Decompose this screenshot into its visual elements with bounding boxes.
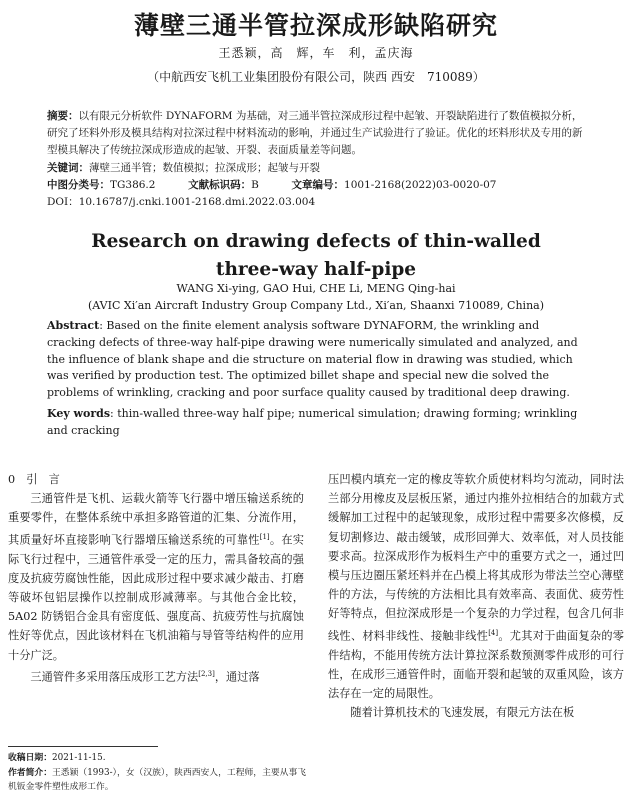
right-paragraph-1 xyxy=(328,470,624,703)
doi-label: DOI： xyxy=(47,196,79,208)
cn-title: 薄壁三通半管拉深成形缺陷研究 xyxy=(133,11,498,40)
right-p1-text-a: 压凹模内填充一定的橡皮等软介质使材料均匀流动，同时法兰部分用橡皮及层板压紧，通过内推外拉相结合的加载方式缓解加工过程中的起皱现象，成形过程中需要多次修模，反复切割修边、敲击缓皱，成形回弹大、效率低，对人员技能要求高。拉深成形作为板料生产中的重要方式之一，通过凹模与压边圈压紧坯料并在凸模上将其成形为带法兰空心薄壁件的方法，与传统的方法相比具有效率高、表面优、疲劳性好等特点，但拉深成形是一个复杂的力学过程，包含几何非线性、材料非线性、接触非线性 xyxy=(328,473,624,643)
en-keywords-text: : thin-walled three-way half pipe; numerical simulation; drawing forming; wrinkling and cracking xyxy=(47,407,578,437)
cn-classification-row xyxy=(47,177,591,194)
en-abstract-label: Abstract xyxy=(47,319,100,332)
en-title-line1: Research on drawing defects of thin-walled xyxy=(91,231,541,252)
para2-text-b: ，通过落 xyxy=(214,670,260,684)
citation-1: [1] xyxy=(259,532,270,541)
en-keywords xyxy=(47,406,591,440)
cn-keywords xyxy=(47,160,591,177)
doc-code-label: 文献标识码： xyxy=(188,179,252,191)
para2-text-a: 三通管件多采用落压成形工艺方法 xyxy=(30,670,199,684)
footnote-divider xyxy=(8,746,158,747)
citation-2: [2,3] xyxy=(198,669,215,678)
intro-paragraph-1 xyxy=(8,489,304,665)
clc-value: TG386.2 xyxy=(110,179,156,191)
author-bio-label: 作者简介： xyxy=(8,768,52,778)
right-column xyxy=(328,470,624,722)
clc-label: 中图分类号： xyxy=(47,179,110,191)
citation-3: [4] xyxy=(488,628,499,637)
en-title xyxy=(0,228,632,284)
right-paragraph-2: 随着计算机技术的飞速发展，有限元方法在板 xyxy=(350,706,575,720)
right-p1-text-b: 。尤其对于曲面复杂的零件结构，不能用传统方法计算拉深系数预测零件成形的可行性，在成形三通管件时，面临开裂和起皱的双重风险，该方法存在一定的局限性。 xyxy=(328,629,624,700)
cn-abstract xyxy=(47,108,591,159)
en-affiliation: (AVIC Xi′an Aircraft Industry Group Company Ltd., Xi′an, Shaanxi 710089, China) xyxy=(87,299,545,312)
en-authors: WANG Xi-ying, GAO Hui, CHE Li, MENG Qing-hai xyxy=(176,282,456,295)
cn-abstract-label: 摘要： xyxy=(47,110,79,122)
doc-code-value: B xyxy=(251,179,259,191)
doi-row xyxy=(47,194,591,211)
footnote-received xyxy=(8,751,308,765)
cn-keywords-label: 关键词： xyxy=(47,162,89,174)
cn-affiliation: （中航西安飞机工业集团股份有限公司，陕西 西安 710089） xyxy=(147,70,485,84)
en-keywords-label: Key words xyxy=(47,407,111,420)
cn-abstract-text: 以有限元分析软件 DYNAFORM 为基础，对三通半管拉深成形过程中起皱、开裂缺陷进行了数值模拟分析，研究了坯料外形及模具结构对拉深过程中材料流动的影响，并通过生产试验进行了验证。优化的坯料形状及专用的新型模具解决了传统拉深成形造成的起皱、开裂、表面质量差等问题。 xyxy=(47,110,583,156)
received-label: 收稿日期： xyxy=(8,753,52,763)
doi-value: 10.16787/j.cnki.1001-2168.dmi.2022.03.004 xyxy=(78,196,316,208)
cn-authors: 王悉颖，高 辉，车 利，孟庆海 xyxy=(218,46,414,60)
left-column xyxy=(8,470,304,687)
article-no-value: 1001-2168(2022)03-0020-07 xyxy=(344,179,497,191)
en-abstract-text: : Based on the finite element analysis software DYNAFORM, the wrinkling and cracking defects of three-way half-pipe drawing were numerically simulated and analyzed, and the influence of blank shape and die structure on material flow in drawing was studied, which was verified by production test. The optimized billet shape and special new die solved the problems of wrinkling, cracking and poor surface quality caused by traditional deep drawing. xyxy=(47,319,578,400)
intro-paragraph-2 xyxy=(8,665,304,687)
author-bio-text: 王悉颖（1993-），女（汉族），陕西西安人，工程师，主要从事飞机钣金零件塑性成形工作。 xyxy=(8,768,307,792)
para1-text-a: 三通管件是飞机、运载火箭等飞行器中增压输送系统的重要零件，在整体系统中承担多路管道的汇集、分流作用，其质量好坏直接影响飞行器增压输送系统的可靠性 xyxy=(8,492,304,547)
para1-text-b: 。在实际飞行过程中，三通管件承受一定的压力，需具备较高的强度及抗疲劳腐蚀性能，因此成形过程中要求减少敲击、打磨等破坏包铝层操作以控制成形减薄率。与其他合金比较，5A02 防锈铝合金具有密度低、强度高、抗疲劳性与抗腐蚀性好等优点，因此该材料在飞机油箱与导管等结构件的应用十分广泛。 xyxy=(8,533,304,662)
article-no-label: 文章编号： xyxy=(291,179,345,191)
en-abstract xyxy=(47,318,591,402)
received-date: 2021-11-15. xyxy=(52,753,106,763)
en-title-line2: three-way half-pipe xyxy=(215,259,417,280)
section-heading: 0 引 言 xyxy=(8,473,60,486)
footnote-author xyxy=(8,766,308,794)
cn-keywords-text: 薄壁三通半管；数值模拟；拉深成形；起皱与开裂 xyxy=(89,162,320,174)
